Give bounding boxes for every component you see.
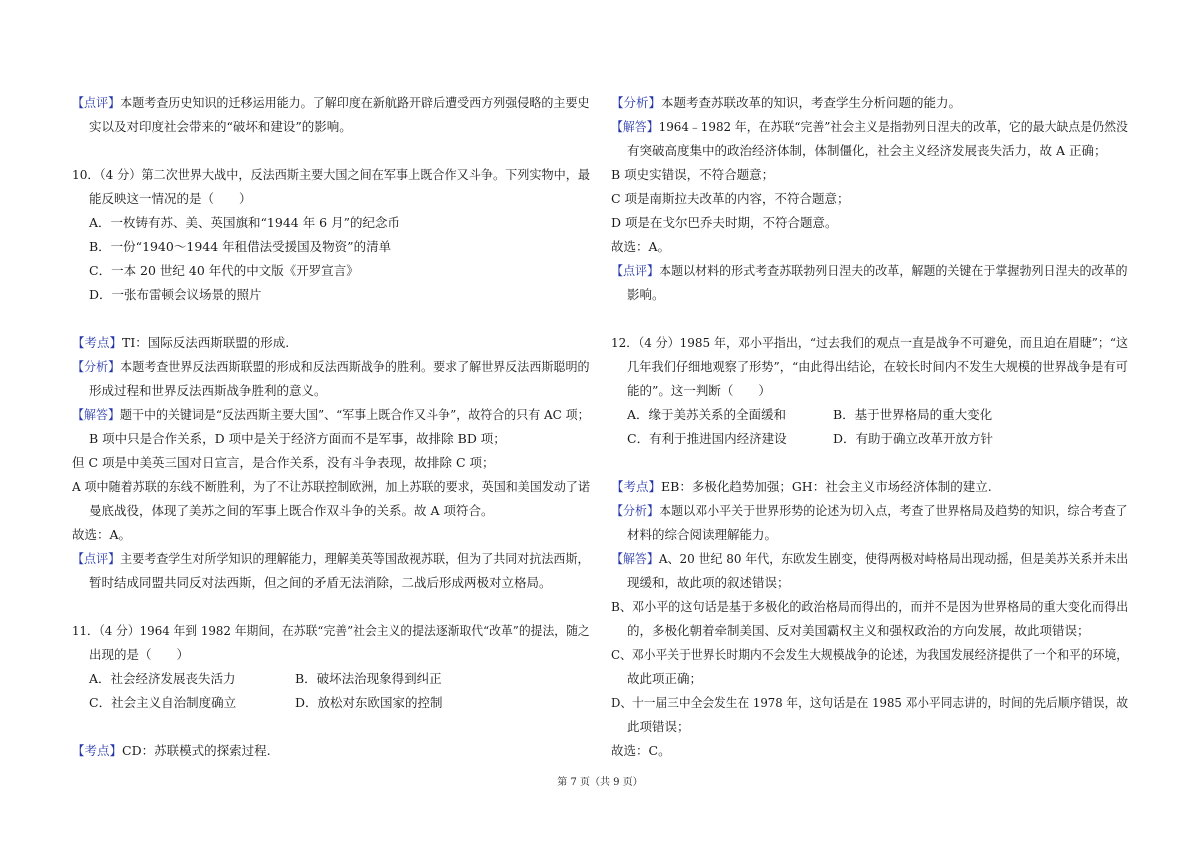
q12-option-c: C．有利于推进国内经济建设 [627, 431, 787, 446]
q12-stem-line-3: 能的”。这一判断（ ） [627, 383, 771, 398]
q11-analysis: 【分析】本题考查苏联改革的知识，考查学生分析问题的能力。 [611, 95, 962, 110]
q11-option-d: D．放松对东欧国家的控制 [295, 695, 443, 710]
q12-knowledge-point: 【考点】EB：多极化趋势加强；GH：社会主义市场经济体制的建立. [611, 479, 992, 494]
analysis-tag: 【分析】 [611, 503, 660, 518]
q12-option-d: D．有助于确立改革开放方针 [833, 431, 994, 446]
q12-analysis-line-2: 材料的综合阅读理解能力。 [627, 527, 778, 542]
q12-option-b: B．基于世界格局的重大变化 [833, 407, 993, 422]
q10-solution-line-3: 但 C 项是中美英三国对日宣言，是合作关系，没有斗争表现，故排除 C 项； [72, 455, 495, 470]
q10-analysis-line-1: 【分析】本题考查世界反法西斯联盟的形成和反法西斯战争的胜利。要求了解世界反法西斯聪明的 [72, 359, 590, 374]
knowledge-tag: 【考点】 [611, 479, 662, 494]
evaluation-tag: 【点评】 [72, 551, 121, 566]
q12-solution-line-2: 现缓和，故此项的叙述错误； [627, 575, 790, 590]
solution-tag: 【解答】 [611, 119, 659, 134]
evaluation-tag: 【点评】 [611, 263, 660, 278]
q11-option-b: B．破坏法治现象得到纠正 [295, 671, 442, 686]
q10-solution-line-5: 曼底战役，体现了美苏之间的军事上既合作双斗争的关系。故 A 项符合。 [89, 503, 494, 518]
knowledge-tag: 【考点】 [72, 335, 123, 350]
q10-option-d: D．一张布雷顿会议场景的照片 [89, 287, 262, 302]
solution-tag: 【解答】 [72, 407, 120, 422]
q12-solution-line-8: 此项错误； [627, 719, 690, 734]
q10-option-b: B．一份“1940～1944 年租借法受援国及物资”的清单 [89, 239, 392, 254]
q11-stem-line-1: 11．（4 分）1964 年到 1982 年期间，在苏联“完善”社会主义的提法逐渐取代“改革”的提法，随之 [72, 623, 590, 638]
q9-evaluation-line-1: 【点评】本题考查历史知识的迁移运用能力。了解印度在新航路开辟后遭受西方列强侵略的主要史 [72, 95, 590, 110]
q12-solution-line-4: 的，多极化朝着牵制美国、反对美国霸权主义和强权政治的方向发展，故此项错误； [627, 623, 1090, 638]
page-footer: 第 7 页（共 9 页） [557, 777, 643, 788]
analysis-tag: 【分析】 [611, 95, 662, 110]
analysis-tag: 【分析】 [72, 359, 121, 374]
q12-option-a: A．缘于美苏关系的全面缓和 [627, 407, 787, 422]
q12-stem-line-2: 几年我们仔细地观察了形势”，“由此得出结论，在较长时间内不发生大规模的世界战争是有可 [627, 359, 1128, 374]
q12-stem-line-1: 12．（4 分）1985 年，邓小平指出，“过去我们的观点一直是战争不可避免，而且迫在眉睫”；“这 [611, 335, 1129, 350]
q12-solution-line-7: D、十一届三中全会发生在 1978 年，这句话是在 1985 邓小平同志讲的，时间的先后顺序错误，故 [611, 695, 1129, 710]
q12-analysis-line-1: 【分析】本题以邓小平关于世界形势的论述为切入点，考查了世界格局及趋势的知识，综合考查了 [611, 503, 1128, 518]
q10-evaluation-line-1: 【点评】主要考查学生对所学知识的理解能力，理解美英等国敌视苏联，但为了共同对抗法西斯， [72, 551, 590, 566]
q11-choice: 故选：A。 [611, 239, 671, 254]
q11-evaluation-line-1: 【点评】本题以材料的形式考查苏联勃列日涅夫的改革，解题的关键在于掌握勃列日涅夫的改革的 [611, 263, 1128, 278]
q11-stem-line-2: 出现的是（ ） [89, 647, 190, 662]
q11-option-c: C．社会主义自治制度确立 [89, 695, 237, 710]
knowledge-tag: 【考点】 [72, 743, 123, 758]
q10-solution-line-1: 【解答】题干中的关键词是“反法西斯主要大国”、“军事上既合作又斗争”，故符合的只有 AC 项； [72, 407, 590, 422]
q12-solution-line-5: C、邓小平关于世界长时期内不会发生大规模战争的论述，为我国发展经济提供了一个和平的环境， [611, 647, 1129, 662]
q10-stem-line-2: 能反映这一情况的是（ ） [89, 191, 252, 206]
q11-solution-line-1: 【解答】1964﹣1982 年，在苏联“完善”社会主义是指勃列日涅夫的改革，它的最大缺点是仍然没 [611, 119, 1128, 134]
q10-option-c: C．一本 20 世纪 40 年代的中文版《开罗宣言》 [89, 263, 359, 278]
q11-solution-line-2: 有突破高度集中的政治经济体制，体制僵化，社会主义经济发展丧失活力，故 A 正确； [627, 143, 1107, 158]
q10-evaluation-line-2: 暂时结成同盟共同反对法西斯，但之间的矛盾无法消除，二战后形成两极对立格局。 [89, 575, 552, 590]
q11-solution-line-4: C 项是南斯拉夫改革的内容，不符合题意； [611, 191, 850, 206]
q11-knowledge-point: 【考点】CD：苏联模式的探索过程. [72, 743, 271, 758]
q10-stem-line-1: 10．（4 分）第二次世界大战中，反法西斯主要大国之间在军事上既合作又斗争。下列实物中，最 [72, 167, 591, 182]
q11-solution-line-5: D 项是在戈尔巴乔夫时期，不符合题意。 [611, 215, 838, 230]
q10-solution-line-4: A 项中随着苏联的东线不断胜利，为了不让苏联控制欧洲，加上苏联的要求，英国和美国发动了诺 [72, 479, 591, 494]
solution-tag: 【解答】 [611, 551, 659, 566]
q10-solution-line-2: B 项中只是合作关系，D 项中是关于经济方面而不是军事，故排除 BD 项； [89, 431, 506, 446]
q11-evaluation-line-2: 影响。 [627, 287, 665, 302]
q9-evaluation-line-2: 实以及对印度社会带来的“破坏和建设”的影响。 [89, 119, 352, 134]
q12-choice: 故选：C。 [611, 743, 671, 758]
q12-solution-line-3: B、邓小平的这句话是基于多极化的政治格局而得出的，而并不是因为世界格局的重大变化而得出 [611, 599, 1129, 614]
q11-option-a: A．社会经济发展丧失活力 [89, 671, 236, 686]
q10-choice: 故选：A。 [72, 527, 132, 542]
q12-solution-line-6: 故此项正确； [627, 671, 703, 686]
q11-solution-line-3: B 项史实错误，不符合题意； [611, 167, 775, 182]
q10-option-a: A．一枚铸有苏、美、英国旗和“1944 年 6 月”的纪念币 [89, 215, 400, 230]
q10-analysis-line-2: 形成过程和世界反法西斯战争胜利的意义。 [89, 383, 327, 398]
q12-solution-line-1: 【解答】A、20 世纪 80 年代，东欧发生剧变，使得两极对峙格局出现动摇，但是美苏关系并未出 [611, 551, 1129, 566]
evaluation-tag: 【点评】 [72, 95, 121, 110]
q10-knowledge-point: 【考点】TI：国际反法西斯联盟的形成. [72, 335, 290, 350]
